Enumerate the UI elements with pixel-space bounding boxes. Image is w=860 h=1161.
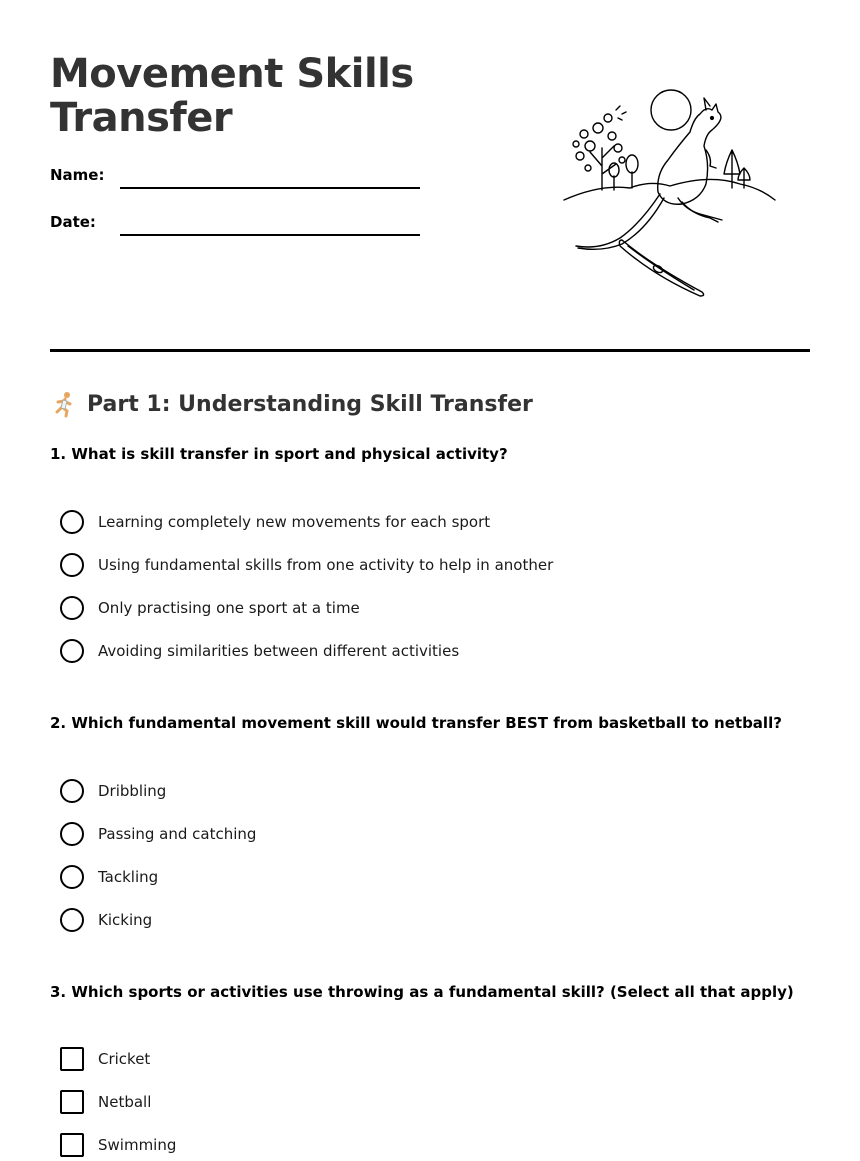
question-1: 1. What is skill transfer in sport and physical activity?: [50, 445, 508, 463]
radio-button[interactable]: [60, 908, 84, 932]
radio-button[interactable]: [60, 779, 84, 803]
kangaroo-illustration: [560, 88, 780, 303]
date-label: Date:: [50, 213, 96, 231]
option-label: Kicking: [98, 911, 153, 929]
question-2-option-4[interactable]: [60, 907, 152, 933]
question-1-option-1[interactable]: [60, 509, 490, 535]
option-label: Dribbling: [98, 782, 167, 800]
radio-button[interactable]: [60, 822, 84, 846]
section-divider: [50, 349, 810, 352]
option-label: Netball: [98, 1093, 152, 1111]
worksheet-title: Movement Skills Transfer: [50, 51, 414, 141]
option-label: Using fundamental skills from one activity to help in another: [98, 556, 554, 574]
checkbox[interactable]: [60, 1090, 84, 1114]
question-3-option-1[interactable]: [60, 1046, 150, 1072]
question-2-option-3[interactable]: [60, 864, 158, 890]
option-label: Passing and catching: [98, 825, 257, 843]
question-3-option-2[interactable]: [60, 1089, 151, 1115]
question-2: 2. Which fundamental movement skill would transfer BEST from basketball to netball?: [50, 714, 782, 732]
question-1-option-4[interactable]: [60, 638, 459, 664]
option-label: Swimming: [98, 1136, 177, 1154]
question-2-option-1[interactable]: [60, 778, 166, 804]
checkbox[interactable]: [60, 1047, 84, 1071]
radio-button[interactable]: [60, 553, 84, 577]
name-label: Name:: [50, 166, 105, 184]
option-label: Avoiding similarities between different activities: [98, 642, 460, 660]
radio-button[interactable]: [60, 596, 84, 620]
date-field[interactable]: [120, 234, 420, 236]
runner-icon: [50, 390, 78, 418]
question-2-option-2[interactable]: [60, 821, 256, 847]
radio-button[interactable]: [60, 639, 84, 663]
option-label: Cricket: [98, 1050, 151, 1068]
question-3-option-3[interactable]: [60, 1132, 176, 1158]
name-field[interactable]: [120, 187, 420, 189]
section-heading-text: Part 1: Understanding Skill Transfer: [87, 391, 533, 417]
radio-button[interactable]: [60, 510, 84, 534]
radio-button[interactable]: [60, 865, 84, 889]
option-label: Only practising one sport at a time: [98, 599, 360, 617]
section-heading-part-1: [50, 390, 533, 418]
question-1-option-3[interactable]: [60, 595, 360, 621]
question-3: 3. Which sports or activities use throwing as a fundamental skill? (Select all that apply): [50, 983, 794, 1001]
question-1-option-2[interactable]: [60, 552, 553, 578]
checkbox[interactable]: [60, 1133, 84, 1157]
option-label: Tackling: [98, 868, 159, 886]
option-label: Learning completely new movements for each sport: [98, 513, 491, 531]
